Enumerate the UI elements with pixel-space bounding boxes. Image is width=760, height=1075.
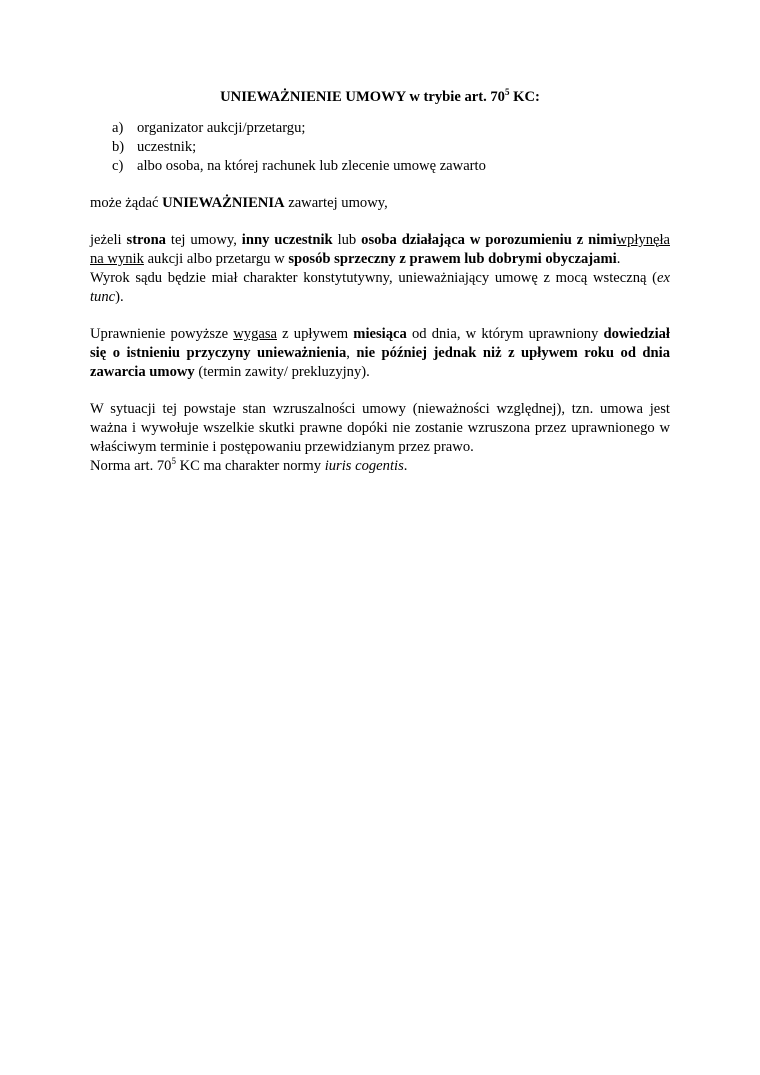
list-item (112, 138, 670, 157)
bold-run: nie później jednak niż z upływem roku od dnia zawarcia umowy (90, 345, 671, 380)
underlined-run: wygasa (233, 326, 278, 342)
text-run: , (346, 345, 357, 361)
bold-run: osoba działająca w porozumieniu z nimi (361, 232, 617, 248)
list-item-text: albo osoba, na której rachunek lub zlecenie umowę zawarto (137, 158, 486, 174)
superscript-run: 5 (171, 456, 176, 467)
bold-run: UNIEWAŻNIENIA (162, 195, 285, 211)
text-run: zawartej umowy, (284, 195, 388, 211)
list-item (112, 157, 670, 176)
paragraph-voidability (90, 400, 670, 457)
document-page (90, 88, 670, 476)
text-run: ). (115, 289, 124, 305)
text-run: lub (332, 232, 362, 248)
bold-run: dowiedział się o istnieniu przyczyny unieważnienia (90, 326, 670, 361)
italic-run: iuris cogentis (324, 458, 404, 474)
italic-run: ex tunc (90, 270, 670, 305)
list-marker: b) (112, 139, 125, 155)
paragraph-expiry (90, 325, 670, 382)
paragraph-norm (90, 457, 670, 476)
bold-run: sposób sprzeczny z prawem lub dobrymi obyczajami (288, 251, 617, 267)
document-title (90, 88, 670, 107)
text-run: z upływem (277, 326, 354, 342)
text-run: Wyrok sądu będzie miał charakter konstytutywny, unieważniający umowę z mocą wsteczną ( (90, 270, 658, 286)
list-item-text: organizator aukcji/przetargu; (137, 120, 306, 136)
entitled-parties-list (90, 119, 670, 176)
list-marker: a) (112, 120, 124, 136)
title-main: UNIEWAŻNIENIE UMOWY w trybie art. 70 (220, 89, 505, 105)
text-run: aukcji albo przetargu w (143, 251, 289, 267)
text-run: jeżeli (90, 232, 127, 248)
title-superscript: 5 (504, 87, 510, 98)
bold-run: inny uczestnik (241, 232, 333, 248)
text-run: . (403, 458, 408, 474)
text-run: . (616, 251, 621, 267)
paragraph-condition (90, 231, 670, 269)
text-run: KC ma charakter normy (175, 458, 325, 474)
paragraph-judgment (90, 269, 670, 307)
list-item-text: uczestnik; (137, 139, 197, 155)
text-run: tej umowy, (165, 232, 242, 248)
paragraph-demand (90, 194, 670, 213)
text-run: W sytuacji tej powstaje stan wzruszalności umowy (nieważności względnej), tzn. umowa jest ważna i wywołuje wszelkie skutki prawne dopóki nie zostanie wzruszona przez uprawnionego w właściwym terminie i postępowaniu przewidzianym przez prawo. (90, 401, 670, 455)
text-run: Norma art. 70 (90, 458, 172, 474)
text-run: (termin zawity/ prekluzyjny). (194, 364, 370, 380)
text-run: Uprawnienie powyższe (90, 326, 234, 342)
text-run: od dnia, w którym uprawniony (406, 326, 604, 342)
title-end: KC: (509, 89, 540, 105)
bold-run: miesiąca (353, 326, 407, 342)
list-item (112, 119, 670, 138)
underlined-run: wpłynęła na wynik (90, 232, 670, 267)
bold-run: strona (126, 232, 166, 248)
text-run: może żądać (90, 195, 163, 211)
list-marker: c) (112, 158, 124, 174)
